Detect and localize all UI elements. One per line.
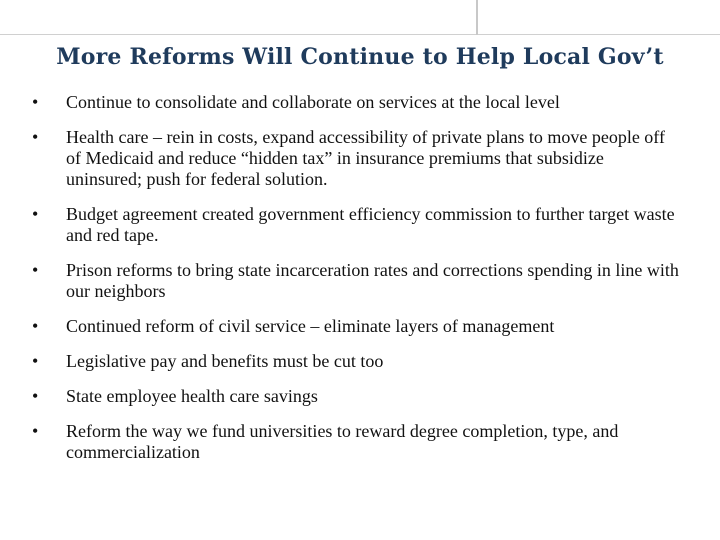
bullet-item-legislative-pay [30, 351, 680, 372]
bullet-dot: • [32, 351, 39, 371]
bullet-text: Budget agreement created government efficiency commission to further target waste and red tape. [66, 204, 675, 245]
bullet-dot: • [32, 386, 39, 406]
slide-title: More Reforms Will Continue to Help Local Gov’t [56, 44, 664, 70]
bullet-dot: • [32, 316, 39, 336]
bullet-item-budget-agreement [30, 204, 680, 246]
bullet-text: Legislative pay and benefits must be cut too [66, 351, 384, 371]
bullet-item-civil-service [30, 316, 680, 337]
bullet-item-health-care [30, 127, 680, 190]
top-divider-line [0, 34, 720, 35]
bullet-item-employee-health [30, 386, 680, 407]
bullet-text: State employee health care savings [66, 386, 318, 406]
bullet-dot: • [32, 260, 39, 280]
bullet-dot: • [32, 421, 39, 441]
bullet-dot: • [32, 127, 39, 147]
bullet-item-consolidate [30, 92, 680, 113]
bullet-text: Reform the way we fund universities to reward degree completion, type, and commercialization [66, 421, 619, 462]
bullet-dot: • [32, 204, 39, 224]
bullet-text: Prison reforms to bring state incarceration rates and corrections spending in line with our neighbors [66, 260, 679, 301]
bullet-text: Continued reform of civil service – eliminate layers of management [66, 316, 555, 336]
bullet-dot: • [32, 92, 39, 112]
bullet-text: Continue to consolidate and collaborate on services at the local level [66, 92, 560, 112]
bullet-list [30, 92, 680, 477]
bullet-item-universities [30, 421, 680, 463]
bullet-text: Health care – rein in costs, expand accessibility of private plans to move people off of Medicaid and reduce “hidden tax” in insurance premiums that subsidize uninsured; push for federal solution. [66, 127, 665, 189]
top-vertical-divider [476, 0, 478, 35]
bullet-item-prison-reforms [30, 260, 680, 302]
